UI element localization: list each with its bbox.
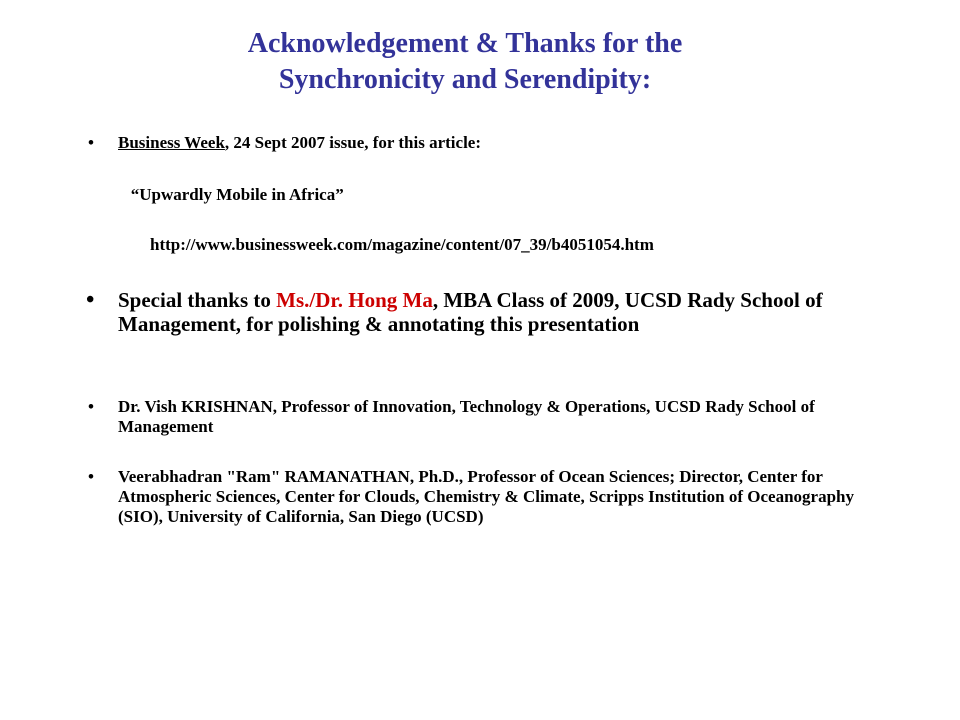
title-line-1: Acknowledgement & Thanks for the xyxy=(247,28,683,59)
article-intro: , 24 Sept 2007 issue, for this article: xyxy=(224,133,482,152)
bullet-ramanathan xyxy=(88,467,878,527)
thanks-name: Ms./Dr. Hong Ma xyxy=(276,288,433,312)
bullet-dot: • xyxy=(88,467,94,486)
bullet-dot: • xyxy=(88,397,94,416)
slide-title xyxy=(100,26,830,98)
bullet-dot: • xyxy=(86,287,95,313)
ramanathan-text: Veerabhadran "Ram" RAMANATHAN, Ph.D., Professor of Ocean Sciences; Director, Center for Atmospheric Sciences, Center for Clouds, Chemistry & Climate, Scripps Institution of Oceanography (SIO), University of California, San Diego (UCSD) xyxy=(118,467,854,526)
bullet-business-week xyxy=(88,133,878,153)
thanks-suffix: , MBA Class of 2009, UCSD Rady School of Management, for polishing & annotating this presentation xyxy=(118,288,823,336)
bullet-krishnan xyxy=(88,397,878,437)
krishnan-text: Dr. Vish KRISHNAN, Professor of Innovation, Technology & Operations, UCSD Rady School of Management xyxy=(118,397,815,436)
article-title-text: “Upwardly Mobile in Africa” xyxy=(130,185,344,204)
article-url: http://www.businessweek.com/magazine/content/07_39/b4051054.htm xyxy=(150,235,654,254)
article-title xyxy=(118,185,344,205)
bullet-dot: • xyxy=(88,133,94,152)
magazine-name: Business Week xyxy=(118,133,225,152)
thanks-prefix: Special thanks to xyxy=(118,288,277,312)
title-line-2: Synchronicity and Serendipity: xyxy=(278,64,652,95)
bullet-special-thanks xyxy=(86,287,858,336)
